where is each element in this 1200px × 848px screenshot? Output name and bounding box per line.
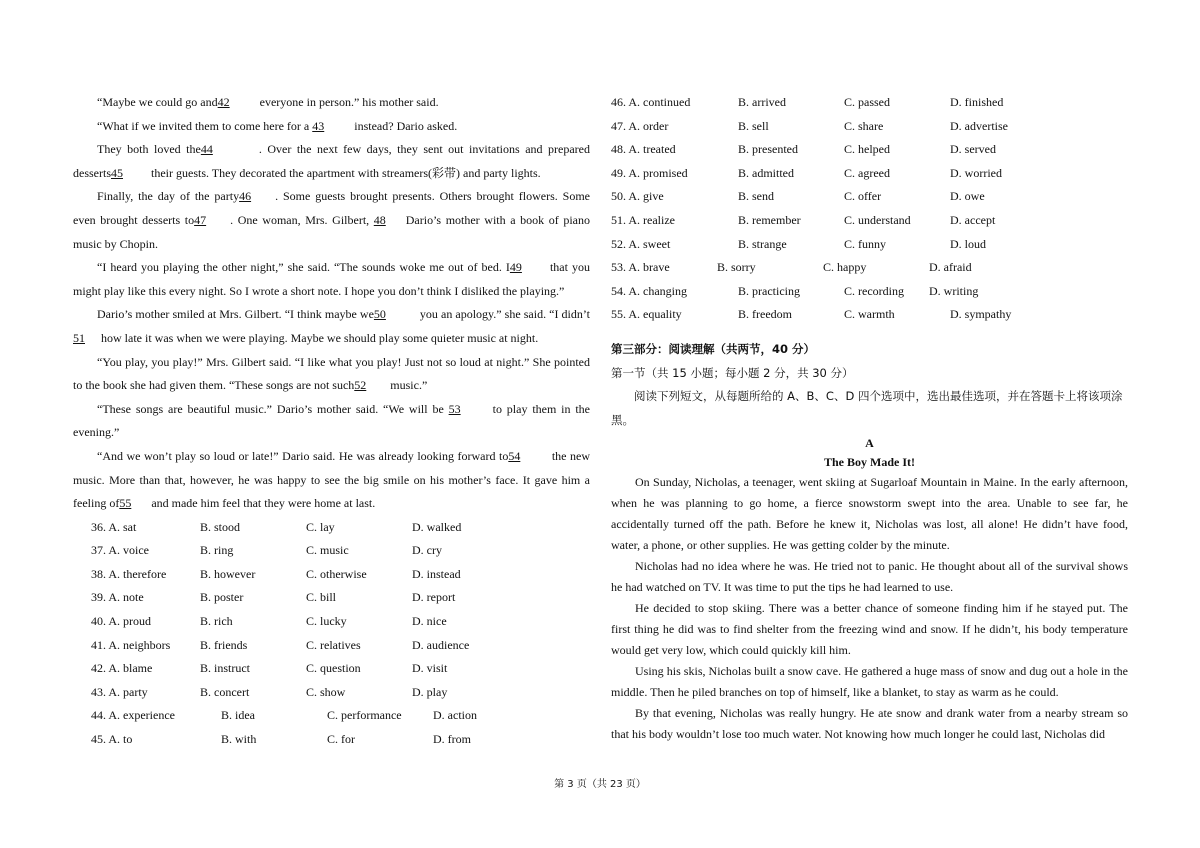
option-b: B. send bbox=[738, 189, 774, 204]
option-a: 41. A. neighbors bbox=[91, 637, 171, 652]
option-row bbox=[611, 91, 1128, 115]
option-row bbox=[611, 209, 1128, 233]
option-row bbox=[73, 610, 590, 634]
story-paragraph-5: “I heard you playing the other night,” she said. “The sounds woke me out of bed. I49 that you might play like this every night. So I wrote a short note. I hope you don’t think I disliked the playing.” bbox=[73, 256, 590, 303]
option-row bbox=[73, 634, 590, 658]
option-row bbox=[611, 162, 1128, 186]
page-footer: 第 3 页（共 23 页） bbox=[554, 779, 646, 790]
option-b: B. presented bbox=[738, 142, 798, 157]
option-d: D. action bbox=[433, 708, 477, 723]
option-c: C. funny bbox=[844, 236, 886, 251]
option-d: D. worried bbox=[950, 165, 1002, 180]
option-a: 49. A. promised bbox=[611, 165, 688, 180]
option-d: D. afraid bbox=[929, 260, 972, 275]
option-a: 43. A. party bbox=[91, 684, 148, 699]
story-paragraph-8: “These songs are beautiful music.” Dario’s mother said. “We will be 53 to play them in the evening.” bbox=[73, 398, 590, 445]
blank-51: 51 bbox=[73, 330, 85, 345]
option-d: D. play bbox=[412, 684, 448, 699]
reading-paragraph: By that evening, Nicholas was really hungry. He ate snow and drank water from a nearby stream so that his body wouldn’t lose too much water. Not knowing how much longer he could last, Nicholas did bbox=[611, 706, 1128, 742]
blank-49: 49 bbox=[509, 260, 522, 275]
option-d: D. accept bbox=[950, 212, 996, 227]
story-paragraph-2: “What if we invited them to come here for a 43 instead? Dario asked. bbox=[73, 115, 590, 139]
option-row bbox=[611, 138, 1128, 162]
option-b: B. practicing bbox=[738, 283, 800, 298]
option-d: D. owe bbox=[950, 189, 985, 204]
option-c: C. offer bbox=[844, 189, 882, 204]
option-a: 42. A. blame bbox=[91, 661, 153, 676]
option-d: D. advertise bbox=[950, 118, 1008, 133]
option-d: D. instead bbox=[412, 566, 461, 581]
blank-46: 46 bbox=[239, 189, 252, 204]
option-b: B. concert bbox=[200, 684, 250, 699]
option-b: B. admitted bbox=[738, 165, 794, 180]
blank-53: 53 bbox=[448, 401, 461, 416]
option-d: D. audience bbox=[412, 637, 470, 652]
option-row bbox=[611, 233, 1128, 257]
option-row bbox=[611, 303, 1128, 327]
option-b: B. instruct bbox=[200, 661, 250, 676]
options-list-36-45 bbox=[73, 516, 590, 752]
passage-title: The Boy Made It! bbox=[824, 455, 915, 470]
option-row bbox=[73, 516, 590, 540]
option-d: D. from bbox=[433, 732, 471, 747]
blank-52: 52 bbox=[354, 378, 367, 393]
option-b: B. sell bbox=[738, 118, 769, 133]
option-b: B. stood bbox=[200, 519, 241, 534]
option-d: D. finished bbox=[950, 95, 1004, 109]
section-instruction: 阅读下列短文，从每题所给的 A、B、C、D 四个选项中，选出最佳选项，并在答题卡上将该项涂黑。 bbox=[611, 389, 1123, 427]
option-c: C. performance bbox=[327, 708, 402, 723]
option-c: C. recording bbox=[844, 283, 904, 298]
option-a: 53. A. brave bbox=[611, 260, 670, 275]
blank-44: 44 bbox=[200, 142, 213, 157]
option-a: 38. A. therefore bbox=[91, 566, 167, 581]
story-paragraph-7: “You play, you play!” Mrs. Gilbert said. “I like what you play! Just not so loud at night.” She pointed to the book she had given them. “These songs are not such52 music.” bbox=[73, 351, 590, 398]
blank-45: 45 bbox=[111, 165, 123, 180]
right-column bbox=[611, 91, 1128, 745]
cloze-passage bbox=[73, 91, 590, 516]
option-b: B. sorry bbox=[717, 260, 756, 275]
reading-paragraph: On Sunday, Nicholas, a teenager, went skiing at Sugarloaf Mountain in Maine. In the early afternoon, when he was planning to go home, a fierce snowstorm swept into the area. Unable to see far, he accidentally turned off the path. Before he knew it, Nicholas was lost, all alone! He didn’t have food, water, a phone, or other supplies. He was getting colder by the minute. bbox=[611, 475, 1128, 553]
blank-54: 54 bbox=[508, 448, 521, 463]
option-row bbox=[611, 280, 1128, 304]
option-d: D. served bbox=[950, 142, 996, 157]
reading-section bbox=[611, 338, 1128, 745]
blank-47: 47 bbox=[194, 212, 207, 227]
option-c: C. relatives bbox=[306, 637, 361, 652]
option-c: C. lay bbox=[306, 519, 335, 534]
option-c: C. bill bbox=[306, 590, 337, 605]
option-b: B. friends bbox=[200, 637, 248, 652]
option-c: C. happy bbox=[823, 260, 867, 275]
option-a: 39. A. note bbox=[91, 590, 144, 605]
option-d: D. report bbox=[412, 590, 456, 605]
option-b: B. strange bbox=[738, 236, 787, 251]
option-c: C. passed bbox=[844, 95, 890, 109]
section-subtitle: 第一节（共 15 小题；每小题 2 分，共 30 分） bbox=[611, 365, 854, 380]
section-title: 第三部分：阅读理解（共两节，40 分） bbox=[611, 341, 816, 356]
story-paragraph-1: “Maybe we could go and42 everyone in person.” his mother said. bbox=[73, 91, 590, 115]
option-b: B. poster bbox=[200, 590, 244, 605]
options-list-46-55 bbox=[611, 91, 1128, 327]
option-c: C. for bbox=[327, 732, 355, 747]
option-b: B. freedom bbox=[738, 307, 792, 322]
option-row bbox=[73, 657, 590, 681]
reading-paragraph: He decided to stop skiing. There was a better chance of someone finding him if he stayed put. The first thing he did was to find shelter from the freezing wind and snow. If he didn’t, his body temperature would get very low, which could quickly kill him. bbox=[611, 601, 1128, 658]
story-paragraph-4: Finally, the day of the party46 . Some guests brought presents. Others brought flowers. Some even brought desserts to47 . One woman, Mrs. Gilbert, 48 Dario’s mother with a book of piano music by Chopin. bbox=[73, 185, 590, 256]
option-d: D. walked bbox=[412, 519, 462, 534]
option-row bbox=[73, 728, 590, 752]
option-b: B. however bbox=[200, 566, 256, 581]
option-row bbox=[73, 586, 590, 610]
option-row bbox=[611, 256, 1128, 280]
left-column bbox=[73, 91, 590, 752]
option-d: D. visit bbox=[412, 661, 448, 676]
option-row bbox=[73, 539, 590, 563]
option-row bbox=[73, 681, 590, 705]
option-d: D. nice bbox=[412, 614, 447, 629]
option-c: C. show bbox=[306, 684, 346, 699]
option-a: 40. A. proud bbox=[91, 614, 151, 629]
story-paragraph-3: They both loved the44 . Over the next few days, they sent out invitations and prepared desserts45 their guests. They decorated the apartment with streamers(彩带) and party lights. bbox=[73, 138, 590, 185]
option-a: 52. A. sweet bbox=[611, 236, 671, 251]
blank-50: 50 bbox=[373, 307, 386, 322]
option-c: C. understand bbox=[844, 212, 911, 227]
option-a: 46. A. continued bbox=[611, 95, 691, 109]
story-paragraph-9: “And we won’t play so loud or late!” Dario said. He was already looking forward to54 the new music. More than that, however, he was happy to see the big smile on his mother’s face. It gave him a feeling of55 and made him feel that they were home at last. bbox=[73, 445, 590, 516]
option-a: 55. A. equality bbox=[611, 307, 682, 322]
option-b: B. rich bbox=[200, 614, 233, 629]
option-b: B. arrived bbox=[738, 95, 786, 109]
option-c: C. lucky bbox=[306, 614, 347, 629]
option-a: 48. A. treated bbox=[611, 142, 676, 157]
option-row bbox=[611, 115, 1128, 139]
option-a: 51. A. realize bbox=[611, 212, 675, 227]
reading-paragraph: Using his skis, Nicholas built a snow cave. He gathered a huge mass of snow and dug out a hole in the middle. Then he piled branches on top of himself, like a blanket, to stay as warm as he could. bbox=[611, 664, 1128, 700]
option-d: D. writing bbox=[929, 283, 979, 298]
story-paragraph-6: Dario’s mother smiled at Mrs. Gilbert. “I think maybe we50 you an apology.” she said. “I didn’t51 how late it was when we were playing. Maybe we should play some quieter music at night. bbox=[73, 303, 590, 350]
option-row bbox=[73, 704, 590, 728]
option-a: 45. A. to bbox=[91, 732, 133, 747]
option-c: C. share bbox=[844, 118, 884, 133]
option-b: B. ring bbox=[200, 543, 234, 558]
option-d: D. cry bbox=[412, 543, 442, 558]
option-a: 44. A. experience bbox=[91, 708, 175, 723]
option-a: 54. A. changing bbox=[611, 283, 687, 298]
option-c: C. music bbox=[306, 543, 349, 558]
option-a: 37. A. voice bbox=[91, 543, 149, 558]
option-d: D. loud bbox=[950, 236, 986, 251]
blank-55: 55 bbox=[119, 496, 132, 511]
blank-43: 43 bbox=[312, 118, 325, 133]
option-c: C. question bbox=[306, 661, 361, 676]
option-c: C. helped bbox=[844, 142, 890, 157]
option-a: 47. A. order bbox=[611, 118, 669, 133]
option-a: 36. A. sat bbox=[91, 519, 137, 534]
option-row bbox=[611, 185, 1128, 209]
option-d: D. sympathy bbox=[950, 307, 1012, 322]
option-b: B. idea bbox=[221, 708, 255, 723]
option-c: C. warmth bbox=[844, 307, 895, 322]
blank-48: 48 bbox=[373, 212, 386, 227]
blank-42: 42 bbox=[217, 95, 230, 109]
option-a: 50. A. give bbox=[611, 189, 664, 204]
reading-paragraph: Nicholas had no idea where he was. He tried not to panic. He thought about all of the survival shows he had watched on TV. It was time to put the tips he had learned to use. bbox=[611, 559, 1128, 595]
option-c: C. agreed bbox=[844, 165, 890, 180]
option-b: B. remember bbox=[738, 212, 801, 227]
passage-letter: A bbox=[865, 436, 874, 451]
option-row bbox=[73, 563, 590, 587]
option-b: B. with bbox=[221, 732, 257, 747]
option-c: C. otherwise bbox=[306, 566, 367, 581]
